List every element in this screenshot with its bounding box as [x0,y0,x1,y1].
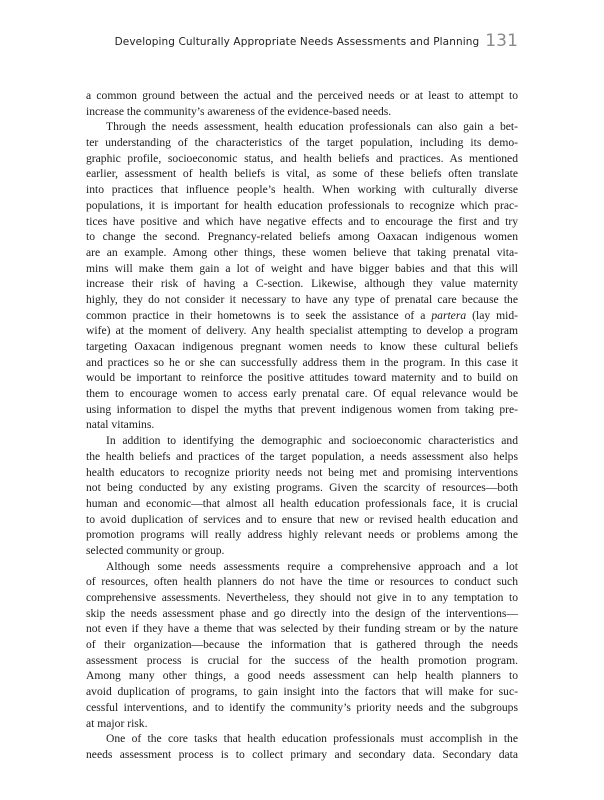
body-text [86,88,518,763]
text-line: promotion programs will really address highly relevant needs or problems among the [86,528,518,542]
text-line: would be important to reinforce the positive attitudes toward maternity and to build on [86,371,518,385]
text-line: natal vitamins. [86,418,155,432]
text-line: of their organization—because the information that is gathered through the needs [86,638,518,652]
text-line: to change the second. Pregnancy-related beliefs among Oaxacan indigenous women [86,230,518,244]
text-line: wife) at the moment of delivery. Any health specialist attempting to develop a program [86,324,518,338]
text-line: Through the needs assessment, health education professionals can also gain a bet- [106,120,518,134]
text-line: common practice in their hometowns is to seek the assistance of a partera (lay mid- [86,308,519,322]
text-line: targeting Oaxacan indigenous pregnant women needs to know these cultural beliefs [86,340,518,353]
text-line: highly, they do not consider it necessary to have any type of prenatal care because the [86,292,518,306]
page-number: 131 [485,31,518,51]
text-line: graphic profile, socioeconomic status, and health beliefs and practices. As mentioned [86,151,518,165]
text-line: at major risk. [86,716,148,730]
text-line: One of the core tasks that health education professionals must accomplish in the [106,732,518,746]
text-line: assessment process is crucial for the success of the health promotion program. [86,653,518,667]
text-line: and practices so he or she can successfully address them in the program. In this case it [86,355,518,369]
running-title: Developing Culturally Appropriate Needs Assessments and Planning [114,36,480,48]
text-line: not being conducted by any existing programs. Given the scarcity of resources—both [86,481,518,495]
text-line: comprehensive assessments. Nevertheless, they should not give in to any temptation to [86,591,518,604]
text-line: human and economic—that almost all health education professionals face, it is crucial [86,496,518,510]
text-line: them to encourage women to access early prenatal care. Of equal relevance would be [86,387,518,401]
text-line: the health beliefs and practices of the target population, a needs assessment also helps [86,449,518,463]
running-head [0,31,518,51]
text-line: using information to dispel the myths that prevent indigenous women from taking pre- [86,402,518,416]
text-line: Among many other things, a good needs assessment can help health planners to [86,669,518,683]
text-line: selected community or group. [86,543,225,557]
text-line: not even if they have a theme that was selected by their funding stream or by the nature [86,622,518,636]
text-line: into practices that influence people’s health. When working with culturally diverse [86,183,518,197]
text-line: increase their risk of having a C-section. Likewise, although they value maternity [86,277,518,291]
text-line: cessful interventions, and to identify the community’s priority needs and the subgroups [86,700,518,714]
text-line: earlier, assessment of health beliefs is vital, as some of these beliefs often translate [86,167,518,181]
text-line: increase the community’s awareness of the evidence-based needs. [86,104,392,118]
text-line: skip the needs assessment phase and go directly into the design of the interventions— [86,606,518,620]
text-line: a common ground between the actual and the perceived needs or at least to attempt to [86,89,518,102]
text-line: of resources, often health planners do not have the time or resources to conduct such [86,575,518,589]
text-line: populations, it is important for health education professionals to recognize which prac- [86,198,518,212]
text-line: tices have positive and which have negative effects and to encourage the first and try [86,214,518,228]
text-line: ter understanding of the characteristics of the target population, including its demo- [86,136,518,150]
text-line: avoid duplication of programs, to gain insight into the factors that will make for suc- [86,685,518,699]
text-line: Although some needs assessments require a comprehensive approach and a lot [106,559,518,573]
text-line: In addition to identifying the demographic and socioeconomic characteristics and [106,434,518,448]
text-line: to avoid duplication of services and to ensure that new or revised health education and [86,512,518,526]
text-line: are an example. Among other things, these women believe that taking prenatal vita- [86,245,518,259]
text-line: needs assessment process is to collect primary and secondary data. Secondary data [86,747,518,761]
text-line: health educators to recognize priority needs not being met and promising interventions [86,465,518,479]
text-line: mins will make them gain a lot of weight and have bigger babies and that this will [86,261,518,275]
